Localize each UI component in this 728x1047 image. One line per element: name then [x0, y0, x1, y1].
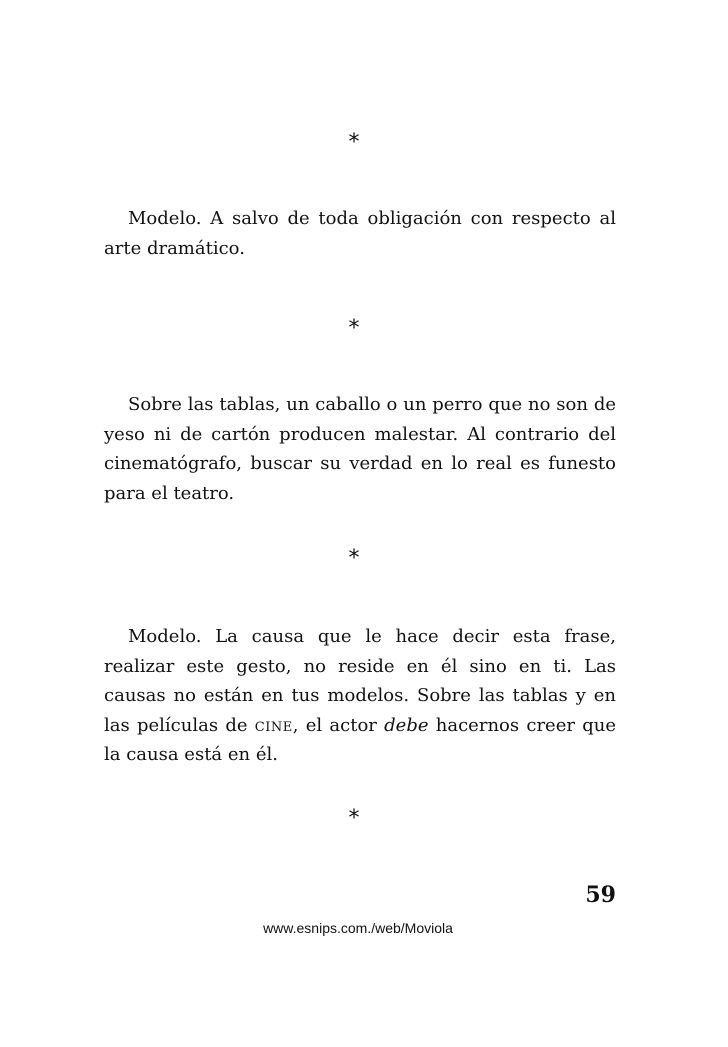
paragraph-text-part: , el actor [292, 714, 385, 736]
footer-url: www.esnips.com./web/Moviola [263, 920, 453, 936]
asterisk-separator-2: * [348, 316, 360, 341]
paragraph-modelo-la-causa [104, 622, 616, 770]
paragraph-text-part: hacernos creer que la causa está en él. [104, 714, 616, 765]
cine-smallcaps: cine [254, 714, 293, 736]
debe-italic: debe [384, 714, 429, 736]
asterisk-separator-4: * [348, 806, 360, 831]
asterisk-separator-1: * [348, 130, 360, 155]
paragraph-sobre-las-tablas: Sobre las tablas, un caballo o un perro que no son de yeso ni de cartón producen malestar. Al contrario del cinematógrafo, buscar su verdad en lo real es funesto para el teatro. [104, 394, 616, 504]
paragraph-text-part: Modelo. La causa que le hace decir esta frase, realizar este gesto, no reside en él sino en ti. Las causas no están en tus modelos. Sobre las tablas y en las películas de [104, 626, 616, 736]
asterisk-separator-3: * [348, 546, 360, 571]
paragraph-modelo-arte-dramatico: Modelo. A salvo de toda obligación con respecto al arte dramático. [104, 208, 616, 259]
page-number: 59 [585, 882, 616, 908]
